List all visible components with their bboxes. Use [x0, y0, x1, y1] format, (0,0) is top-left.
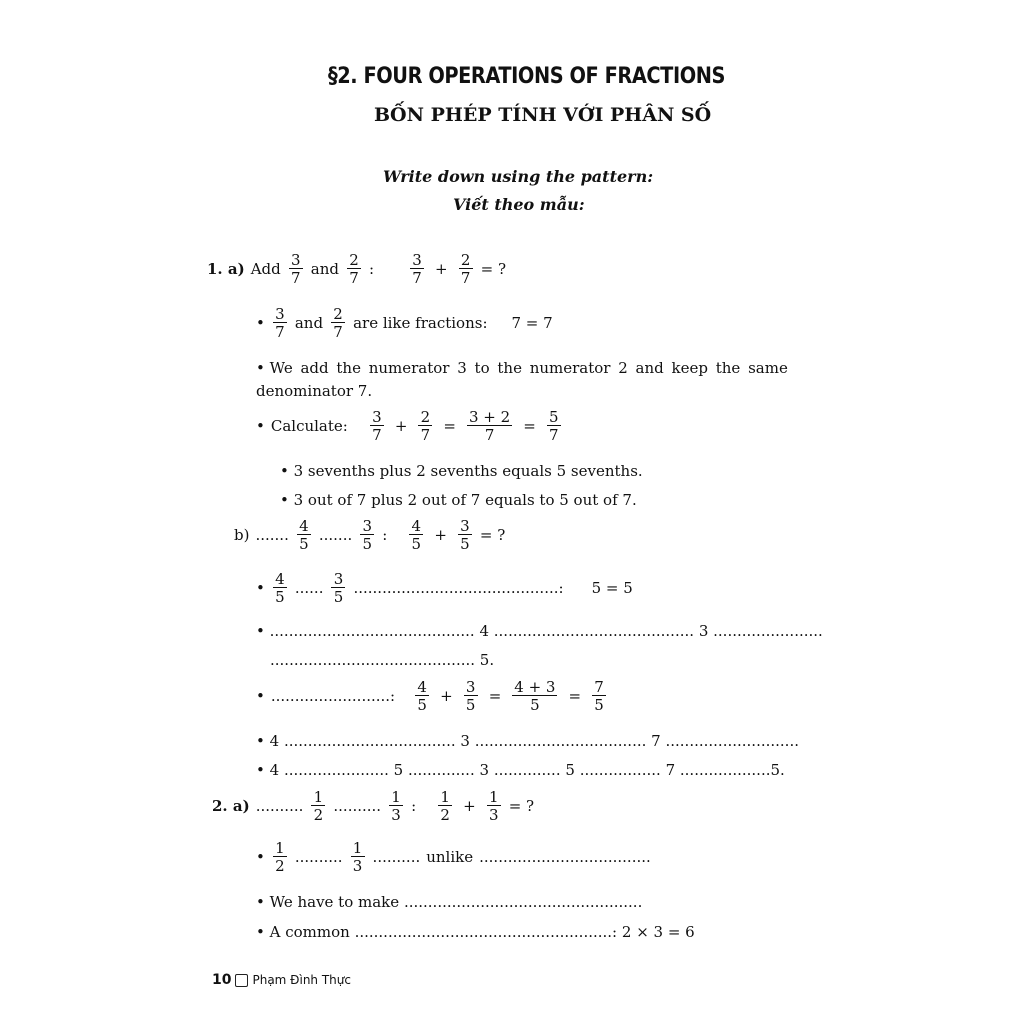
bullet: •: [256, 579, 265, 597]
equals-question: = ?: [508, 797, 535, 815]
colon: :: [411, 797, 417, 815]
ex1a-like-line: [256, 306, 553, 340]
blank-dots: ..........: [294, 848, 343, 866]
fraction-2-7: $\frac{2}{7}$: [418, 409, 432, 443]
fraction-4plus3-5: $\frac{4 + 3}{5}$: [514, 678, 556, 714]
page-subtitle: BỐN PHÉP TÍNH VỚI PHÂN SỐ: [374, 104, 712, 126]
ex2a-line1: [256, 840, 651, 874]
ex1b-line6: • 4 ...................... 5 .............. 3 .............. 5 ................. 7 ...................5.: [256, 761, 785, 779]
fraction-2-7: 2 7: [347, 252, 361, 286]
page-title: §2. FOUR OPERATIONS OF FRACTIONS: [328, 64, 725, 89]
ex1b-label: b): [234, 526, 250, 544]
line1-eq: 5 = 5: [591, 579, 633, 597]
fraction-3-5: $\frac{3}{5}$: [458, 518, 472, 552]
like-eq: 7 = 7: [511, 314, 553, 332]
ex1a-sub1: • 3 sevenths plus 2 sevenths equals 5 sevenths.: [280, 462, 643, 480]
fraction-3-5: $\frac{3}{5}$: [464, 679, 478, 713]
ex1a-calculate-line: [256, 409, 563, 443]
colon: :: [382, 526, 388, 544]
blank-dots: ..........: [333, 797, 382, 815]
ex1b-line5: • 4 .................................... 3 .................................... 7 ............................: [256, 732, 799, 750]
ex2a-line3: • A common ......................................................: 2 × 3 = 6: [256, 923, 695, 941]
blank-dots: ....................................: [479, 848, 651, 866]
blank-dots: .........................:: [270, 687, 396, 705]
like-text: are like fractions:: [353, 314, 488, 332]
fraction-1-2: 1 2: [438, 789, 452, 823]
fraction-3plus2-7: $\frac{3 + 2}{7}$: [469, 408, 511, 444]
fraction-1-3: 1 3: [389, 789, 403, 823]
ex1a-add: Add: [250, 260, 281, 278]
blank-dots: ..........: [372, 848, 421, 866]
fraction-3-7: 3 7: [273, 306, 287, 340]
ex1b-line2: • ........................................... 4 .......................................... 3 .......................: [256, 622, 823, 640]
fraction-3-5: 3 5: [360, 518, 374, 552]
fraction-1-2: 1 2: [273, 840, 287, 874]
bullet: •: [256, 848, 265, 866]
ex1a-rule-line1: • We add the numerator 3 to the numerator 2 and keep the same: [256, 359, 788, 377]
fraction-1-2: 1 2: [311, 789, 325, 823]
fraction-3-5: 3 5: [331, 571, 345, 605]
fraction-4-5: 4 5: [273, 571, 287, 605]
ex1b-line4: [256, 679, 608, 713]
plus-sign: +: [435, 260, 448, 278]
plus-sign: +: [440, 687, 453, 705]
fraction-5-7: $\frac{5}{7}$: [547, 409, 561, 443]
blank-dots: ......: [294, 579, 324, 597]
calculate-label: Calculate:: [270, 417, 348, 435]
plus-sign: +: [394, 417, 408, 435]
equals-question: = ?: [479, 526, 506, 544]
ex1a-sub2: • 3 out of 7 plus 2 out of 7 equals to 5 out of 7.: [280, 491, 637, 509]
page-number: 10: [212, 972, 232, 988]
page-footer: [212, 972, 351, 988]
fraction-3-7: 3 7: [289, 252, 303, 286]
fraction-1-3: $\frac{1}{3}$: [487, 789, 501, 823]
like-and: and: [294, 314, 324, 332]
ex1b-header: [234, 518, 505, 552]
unlike-word: unlike: [426, 848, 474, 866]
colon: :: [368, 260, 375, 278]
bullet: •: [256, 417, 265, 435]
fraction-4-5: 4 5: [415, 679, 429, 713]
plus-sign: +: [434, 526, 447, 544]
instruction-en: Write down using the pattern:: [383, 167, 654, 186]
equals-sign: =: [523, 417, 536, 435]
blank-dots: .......: [255, 526, 289, 544]
book-logo-icon: [235, 974, 248, 987]
equals-question: = ?: [480, 260, 506, 278]
fraction-4-5: 4 5: [409, 518, 423, 552]
instruction-vn: Viết theo mẫu:: [453, 195, 585, 214]
equals-sign: =: [443, 417, 456, 435]
ex2a-number: 2. a): [212, 797, 250, 815]
ex1a-header: [207, 252, 506, 286]
ex1b-line3: ........................................... 5.: [270, 651, 495, 669]
equals-sign: =: [568, 687, 582, 705]
blank-dots: .......: [318, 526, 353, 544]
plus-sign: +: [463, 797, 476, 815]
ex1a-number: 1. a): [207, 260, 245, 278]
fraction-3-7: 3 7: [370, 409, 384, 443]
ex1a-and: and: [310, 260, 339, 278]
bullet: •: [256, 687, 265, 705]
ex2a-line2: • We have to make ..................................................: [256, 893, 643, 911]
fraction-4-5: 4 5: [297, 518, 311, 552]
blank-dots: ...........................................:: [353, 579, 564, 597]
blank-dots: ..........: [255, 797, 304, 815]
author-name: Phạm Đình Thực: [252, 973, 351, 987]
fraction-1-3: 1 3: [351, 840, 365, 874]
equals-sign: =: [488, 687, 502, 705]
fraction-7-5: $\frac{7}{5}$: [592, 679, 606, 713]
bullet: •: [256, 314, 265, 332]
ex2a-header: [212, 789, 534, 823]
ex1b-line1: [256, 571, 633, 605]
fraction-2-7: $\frac{2}{7}$: [459, 252, 473, 286]
fraction-3-7: 3 7: [410, 252, 424, 286]
ex1a-rule-line2: denominator 7.: [256, 382, 373, 400]
fraction-2-7: 2 7: [331, 306, 345, 340]
